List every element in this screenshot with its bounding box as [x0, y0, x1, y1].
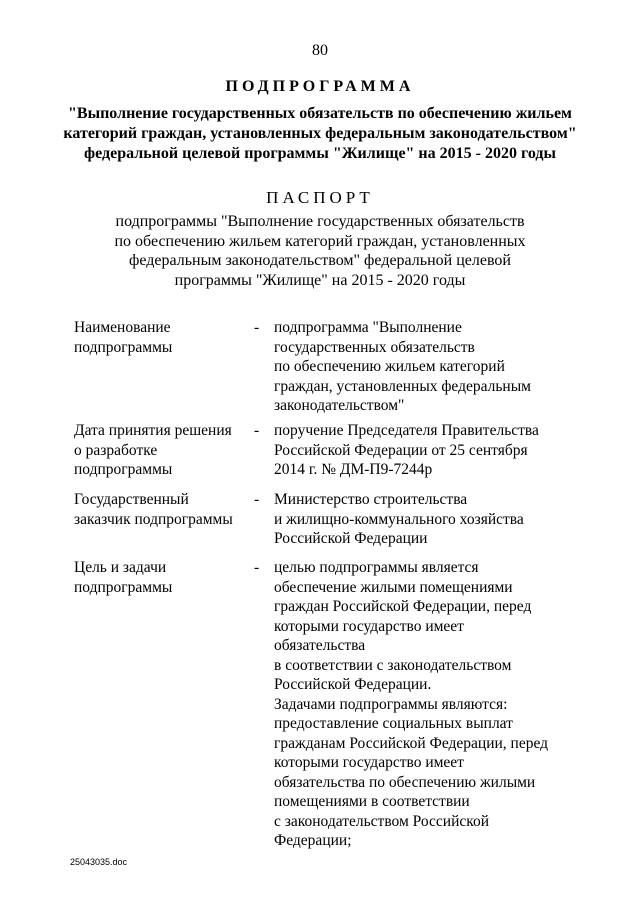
passport-subtitle [60, 212, 580, 290]
row-value-line: граждан, установленных федеральным [274, 377, 531, 395]
row-value-line: 2014 г. № ДМ-П9-7244р [274, 461, 433, 478]
row-value-line: по обеспечению жильем категорий [274, 358, 505, 375]
row-value-line: обязательства [274, 637, 366, 654]
row-value-line: и жилищно-коммунального хозяйства [274, 510, 524, 528]
subtitle-line: категорий граждан, установленных федеральным законодательством" [63, 125, 577, 142]
passport-title: ПАСПОРТ [266, 188, 374, 207]
row-value-line: предоставление социальных выплат [274, 715, 513, 732]
row-label-line: подпрограммы [74, 338, 173, 356]
row-label [74, 558, 249, 597]
row-value-line: государственных обязательств [274, 338, 475, 356]
row-value-line: граждан Российской Федерации, перед [274, 598, 532, 615]
row-label [74, 421, 249, 480]
row-value-line: целью подпрограммы является [274, 559, 479, 576]
row-value-line: Федерации; [274, 832, 352, 849]
row-value-line: подпрограмма "Выполнение [274, 319, 462, 336]
row-value-line: Задачами подпрограммы являются: [274, 695, 508, 713]
row-value-line: помещениями в соответствии [274, 793, 470, 810]
row-label-line: Цель и задачи [74, 559, 167, 576]
row-value-line: поручение Председателя Правительства [274, 422, 539, 439]
row-value-line: Российской Федерации. [274, 676, 432, 693]
row-value-line: законодательством" [274, 397, 405, 414]
row-value-line: которыми государство имеет [274, 617, 464, 635]
passport-subtitle-line: программы "Жилище" на 2015 - 2020 годы [174, 271, 466, 289]
passport-subtitle-line: федеральным законодательством" федеральной целевой [129, 252, 511, 269]
row-value-line: обеспечение жилыми помещениями [274, 578, 513, 596]
passport-subtitle-line: подпрограммы "Выполнение государственных обязательств [115, 213, 525, 230]
row-value-line: обязательства по обеспечению жилыми [274, 773, 536, 791]
row-value-line: которыми государство имеет [274, 754, 464, 771]
subtitle-line: федеральной целевой программы "Жилище" на 2015 - 2020 годы [84, 145, 556, 162]
row-label-line: Дата принятия решения [74, 422, 232, 439]
row-dash: - [254, 491, 260, 508]
row-value [274, 318, 574, 416]
row-label-line: подпрограммы [74, 578, 173, 596]
row-label-line: Государственный [74, 491, 189, 508]
row-value-line: Российской Федерации [274, 530, 428, 547]
page-number: 80 [312, 42, 328, 59]
row-dash: - [254, 559, 260, 576]
document-filename: 25043035.doc [70, 857, 128, 867]
row-value-line: гражданам Российской Федерации, перед [274, 734, 549, 752]
row-value-line: с законодательством Российской [274, 812, 490, 830]
row-value-line: в соответствии с законодательством [274, 656, 512, 674]
row-label [74, 318, 249, 357]
subtitle-line: "Выполнение государственных обязательств по обеспечению жильем [68, 105, 572, 122]
row-dash: - [254, 319, 260, 336]
row-value [274, 421, 574, 480]
row-dash: - [254, 422, 260, 439]
row-label-line: заказчик подпрограммы [74, 510, 233, 528]
row-label-line: Наименование [74, 319, 171, 336]
row-value-line: Министерство строительства [274, 491, 468, 508]
passport-subtitle-line: по обеспечению жильем категорий граждан, установленных [114, 232, 526, 250]
row-label-line: о разработке [74, 441, 158, 459]
row-label [74, 490, 249, 529]
row-value-line: Российской Федерации от 25 сентября [274, 441, 528, 459]
row-value [274, 490, 574, 549]
document-subtitle [40, 104, 600, 164]
row-value [274, 558, 574, 851]
document-title: ПОДПРОГРАММА [225, 78, 415, 95]
row-label-line: подпрограммы [74, 461, 173, 478]
